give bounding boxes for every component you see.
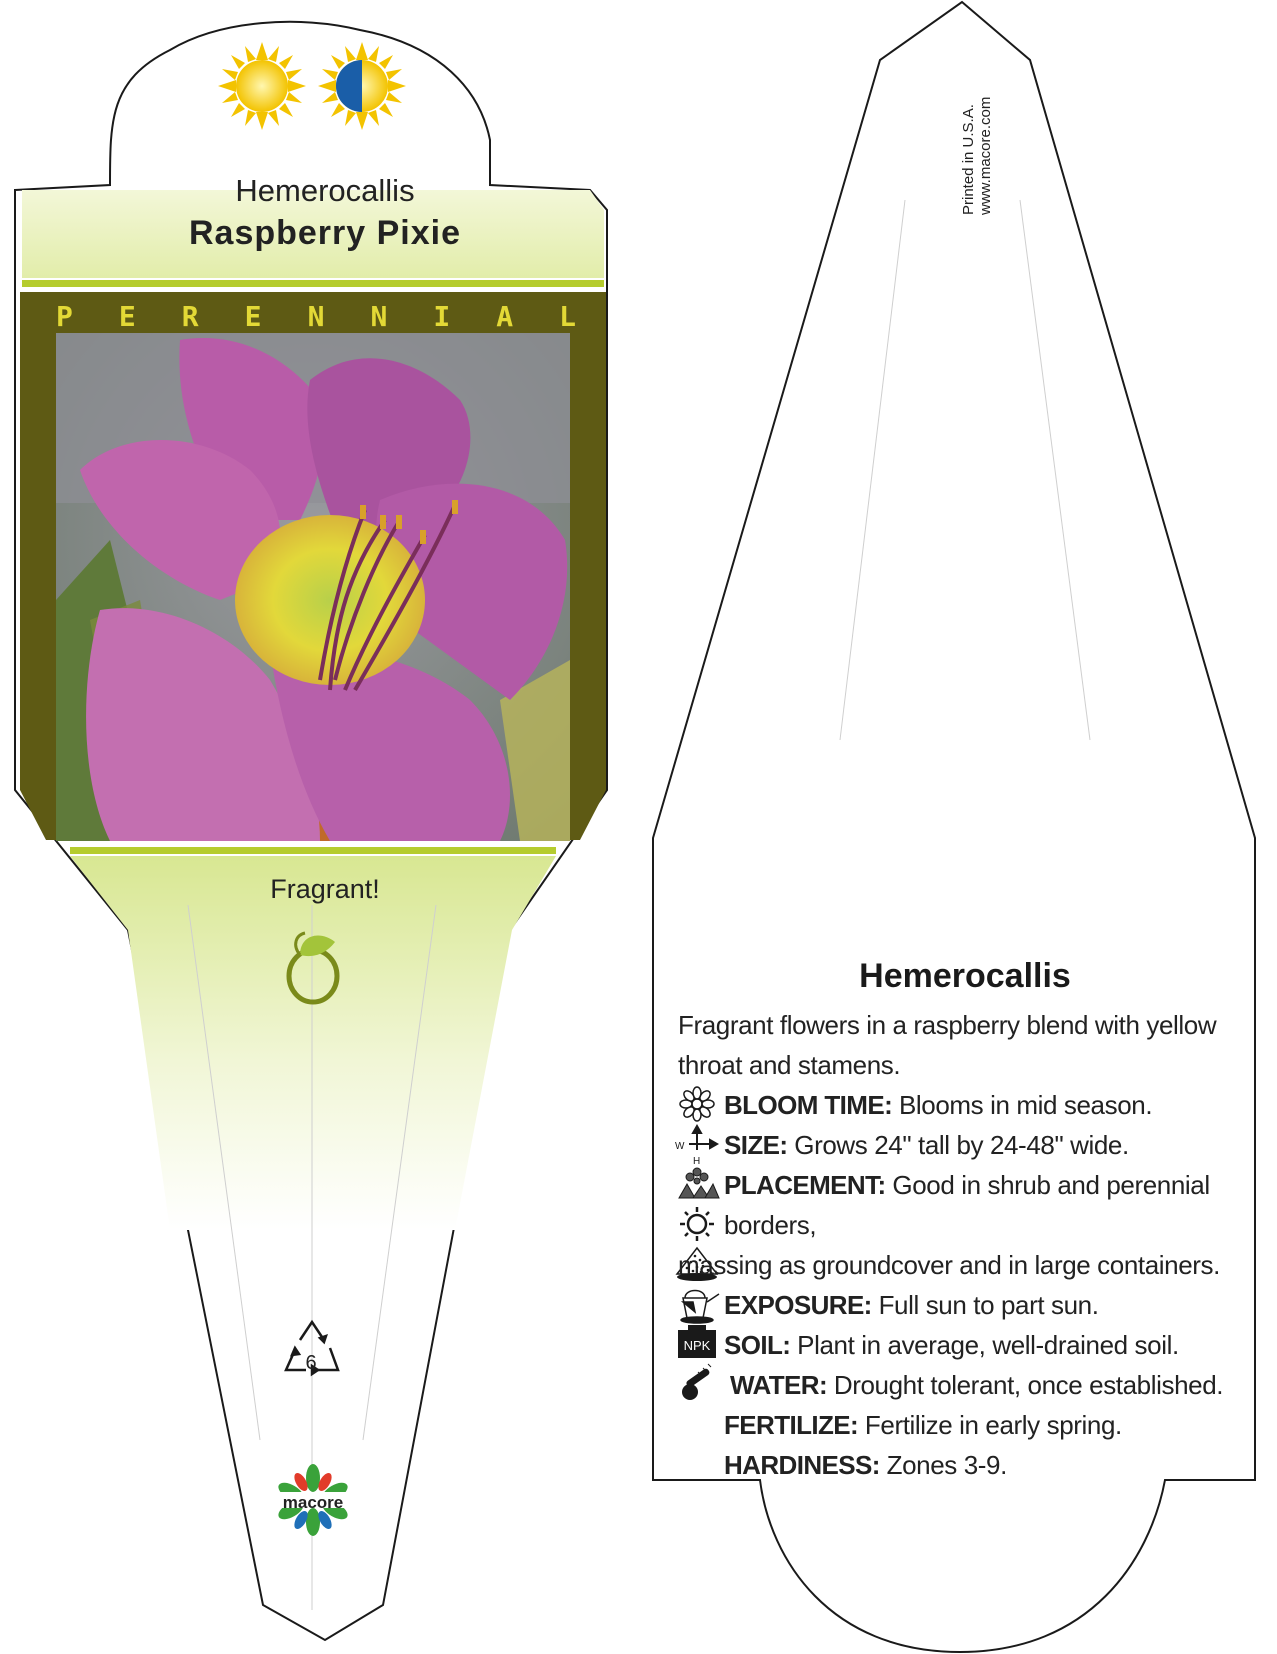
lower-panel [70,856,556,1230]
category-letter: E [118,300,136,333]
part-sun-icon [318,42,406,130]
attribute-text: Good in shrub and perennial borders, [724,1170,1210,1240]
care-instructions [678,1005,1258,1485]
header-rule [22,280,604,287]
description: Fragrant flowers in a raspberry blend with yellow throat and stamens. [678,1010,1217,1080]
npk-icon-text: NPK [683,1338,711,1353]
attribute-label: BLOOM TIME: [724,1090,893,1120]
front-genus: Hemerocallis [235,173,415,208]
category-letter: A [496,300,514,333]
website: www.macore.com [977,96,994,215]
attribute-text: Drought tolerant, once established. [833,1370,1224,1400]
attribute-soil [678,1325,1258,1365]
attribute-placement [678,1165,1258,1285]
print-info [960,97,994,215]
category-letter: I [433,300,451,333]
recycle-code: 6 [305,1352,317,1374]
attribute-label: SOIL: [724,1330,791,1360]
attribute-label: PLACEMENT: [724,1170,886,1200]
front-cultivar-name: Raspberry Pixie [188,214,462,252]
tagline: Fragrant! [270,874,380,904]
attribute-text: Blooms in mid season. [898,1090,1153,1120]
attribute-fertilize [678,1405,1258,1445]
printed-in: Printed in U.S.A. [960,104,977,215]
attribute-label: EXPOSURE: [724,1290,872,1320]
back-title: Hemerocallis [859,957,1071,995]
category-letter: R [181,300,199,333]
attribute-text: Grows 24" tall by 24-48" wide. [794,1130,1129,1160]
flower-photo [56,333,570,841]
svg-text:W: W [675,1141,685,1152]
category-letter: E [244,300,262,333]
category-letter: P [56,300,73,333]
attribute-text: Full sun to part sun. [878,1290,1099,1320]
photo-bottom-rule [70,847,556,854]
category-letter: N [307,300,325,333]
attribute-size [678,1125,1258,1165]
attribute-text-continued: massing as groundcover and in large containers. [678,1250,1220,1280]
svg-text:H: H [693,1156,701,1167]
attribute-hardiness [678,1445,1258,1485]
attribute-exposure [678,1285,1258,1325]
attribute-label: HARDINESS: [724,1450,880,1480]
attribute-text: Fertilize in early spring. [864,1410,1122,1440]
category-label [56,300,576,333]
attribute-label: FERTILIZE: [724,1410,859,1440]
attribute-label: SIZE: [724,1130,788,1160]
attribute-water [678,1365,1258,1405]
attribute-label: WATER: [730,1370,828,1400]
category-letter: L [559,300,576,333]
attribute-bloom-time [678,1085,1258,1125]
attribute-text: Plant in average, well-drained soil. [797,1330,1179,1360]
brand-logo-text: macore [282,1493,344,1512]
full-sun-icon [218,42,306,130]
attribute-text: Zones 3-9. [886,1450,1007,1480]
category-letter: N [370,300,388,333]
